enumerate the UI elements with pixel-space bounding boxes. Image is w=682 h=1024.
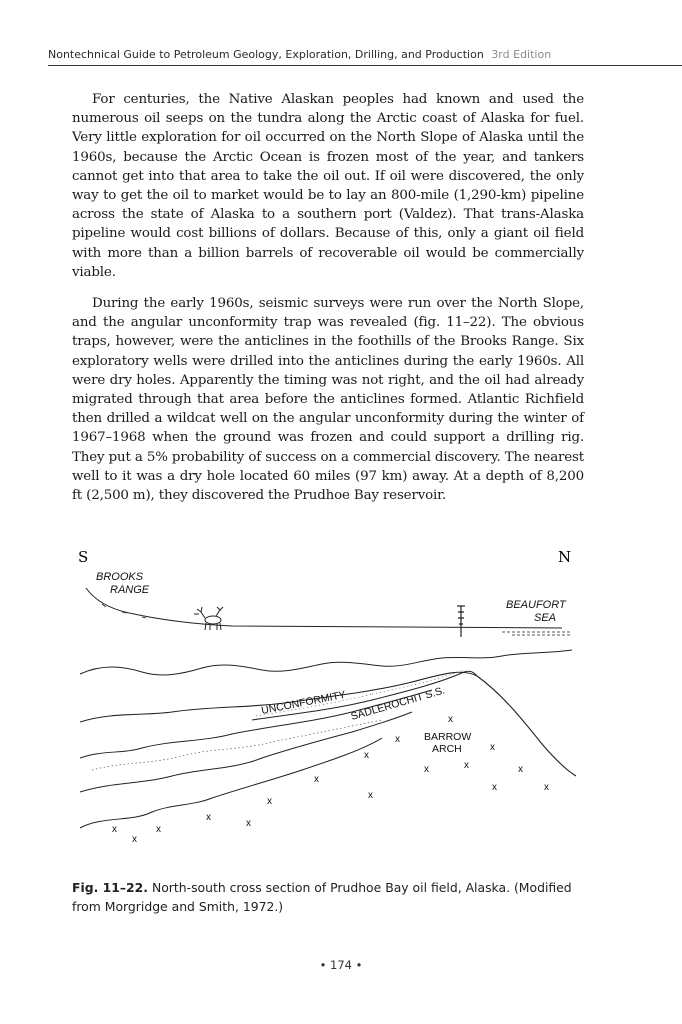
basement-x-mark: x [206, 812, 211, 823]
cross-section-figure [72, 544, 584, 854]
unconformity-label: UNCONFORMITY [260, 688, 347, 717]
barrow-arch-label-line2: ARCH [432, 743, 462, 755]
sadlerochit-label: SADLEROCHIT S.S. [349, 684, 447, 723]
basement-x-mark: x [267, 796, 272, 807]
basement-x-mark: x [314, 774, 319, 785]
figure-caption-text: North-south cross section of Prudhoe Bay oil field, Alaska. (Modified from Morgridge and Smith, 1972.) [72, 880, 572, 914]
basement-x-mark: x [492, 782, 497, 793]
south-label: S [78, 548, 89, 566]
beaufort-sea-label-line2: SEA [534, 612, 557, 624]
lower-stratum-stipple [92, 720, 382, 770]
basement-x-mark: x [246, 818, 251, 829]
upper-stratum-line-1 [80, 650, 572, 675]
basement-x-mark: x [490, 742, 495, 753]
basement-x-mark: x [424, 764, 429, 775]
figure-caption-label: Fig. 11–22. [72, 880, 148, 895]
north-label: N [558, 548, 572, 566]
beaufort-sea-label-line1: BEAUFORT [506, 599, 566, 611]
running-header [48, 46, 682, 66]
brooks-range-label-line2: RANGE [110, 584, 150, 596]
header-edition: 3rd Edition [491, 48, 552, 61]
brooks-range-label-line1: BROOKS [96, 571, 144, 583]
sea-ice-line [502, 632, 572, 635]
ground-surface-line [86, 588, 562, 628]
basement-x-mark: x [156, 824, 161, 835]
body-paragraph-1: For centuries, the Native Alaskan peoples had known and used the numerous oil seeps on the tundra along the Arctic coast of Alaska for fuel. Very little exploration for oil occurred on the North Slope of Alaska until the 1960s, because the Arctic Ocean is frozen most of the year, and tankers cannot get into that area to take the oil out. If oil were discovered, the only way to get the oil to market would be to lay an 800-mile (1,290-km) pipeline across the state of Alaska to a southern port (Valdez). That trans-Alaska pipeline would cost billions of dollars. Because of this, only a giant oil field with more than a billion barrels of recoverable oil would be commercially viable. [72, 92, 584, 280]
unconformity-line [80, 672, 576, 776]
body-paragraph-2: During the early 1960s, seismic surveys were run over the North Slope, and the angular unconformity trap was revealed (fig. 11–22). The obvious traps, however, were the anticlines in the foothills of the Brooks Range. Six exploratory wells were drilled into the anticlines during the early 1960s. All were dry holes. Apparently the timing was not right, and the oil had already migrated through that area before the anticlines formed. Atlantic Richfield then drilled a wildcat well on the angular unconformity during the winter of 1967–1968 when the ground was frozen and could support a drilling rig. They put a 5% probability of success on a commercial discovery. The nearest well to it was a dry hole located 60 miles (97 km) away. At a depth of 8,200 ft (2,500 m), they discovered the Prudhoe Bay reservoir. [72, 296, 584, 504]
figure-caption [72, 878, 584, 916]
basement-marks [112, 714, 549, 845]
basement-x-mark: x [132, 834, 137, 845]
basement-x-mark: x [464, 760, 469, 771]
basement-x-mark: x [544, 782, 549, 793]
cross-section-drawing [72, 544, 584, 854]
basement-x-mark: x [395, 734, 400, 745]
basement-x-mark: x [368, 790, 373, 801]
basement-x-mark: x [518, 764, 523, 775]
caribou-icon [194, 607, 223, 630]
drilling-rig-icon [457, 606, 465, 637]
basement-x-mark: x [112, 824, 117, 835]
header-title: Nontechnical Guide to Petroleum Geology, Exploration, Drilling, and Production [48, 48, 484, 61]
lower-stratum-line-2 [80, 712, 412, 792]
barrow-arch-label-line1: BARROW [424, 731, 472, 743]
page-number: • 174 • [319, 958, 363, 972]
basement-x-mark: x [364, 750, 369, 761]
basement-x-mark: x [448, 714, 453, 725]
